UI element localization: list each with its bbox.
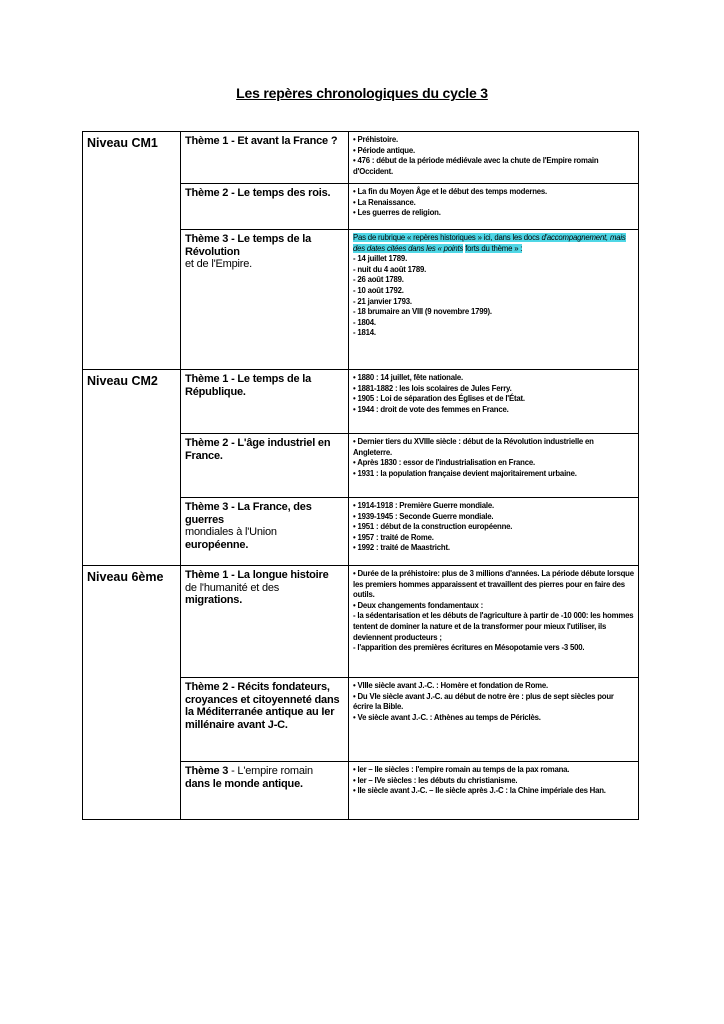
items-cell: • La fin du Moyen Âge et le début des temps modernes. • La Renaissance. • Les guerres de religion. <box>349 184 639 230</box>
table-row <box>83 370 639 434</box>
items-cell: Pas de rubrique « repères historiques » ici, dans les docs d'accompagnement, mais des dates citées dans les « points forts du thème » : - 14 juillet 1789. - nuit du 4 août 1789. - 26 août 1789. - 10 août 1792. - 21 janvier 1793. - 18 brumaire an VIII (9 novembre 1799). - 1804. - 1814. <box>349 230 639 370</box>
theme-cell: Thème 2 - Le temps des rois. <box>181 184 349 230</box>
theme-cell: Thème 1 - Et avant la France ? <box>181 132 349 184</box>
level-6eme: Niveau 6ème <box>83 566 181 820</box>
chronology-table <box>82 131 639 820</box>
items-cell: • Ier – IIe siècles : l'empire romain au temps de la pax romana. • Ier – IVe siècles : les débuts du christianisme. • IIe siècle avant J.-C. – IIe siècle après J.-C : la Chine impériale des Han. <box>349 762 639 820</box>
items-cell: • Dernier tiers du XVIIIe siècle : début de la Révolution industrielle en Angleterre. • Après 1830 : essor de l'industrialisation en France. • 1931 : la population française devient majoritairement urbaine. <box>349 434 639 498</box>
theme-cell: Thème 3 - L'empire romain dans le monde antique. <box>181 762 349 820</box>
theme-cell: Thème 2 - Récits fondateurs, croyances et citoyenneté dans la Méditerranée antique au Ier millénaire avant J-C. <box>181 678 349 762</box>
items-cell: • Durée de la préhistoire: plus de 3 millions d'années. La période débute lorsque les premiers hommes apparaissent et travaillent des pierres pour en faire des outils. • Deux changements fondamentaux : - la sédentarisation et les débuts de l'agriculture à partir de -10 000: les hommes tentent de dominer la nature et de la transformer pour mieux l'utiliser, ils deviennent producteurs ; - l'apparition des premières écritures en Mésopotamie vers -3 500. <box>349 566 639 678</box>
items-cell: • 1914-1918 : Première Guerre mondiale. • 1939-1945 : Seconde Guerre mondiale. • 1951 : début de la construction européenne. • 1957 : traité de Rome. • 1992 : traité de Maastricht. <box>349 498 639 566</box>
items-cell: • 1880 : 14 juillet, fête nationale. • 1881-1882 : les lois scolaires de Jules Ferry. • 1905 : Loi de séparation des Églises et de l'État. • 1944 : droit de vote des femmes en France. <box>349 370 639 434</box>
items-cell: • VIIIe siècle avant J.-C. : Homère et fondation de Rome. • Du VIe siècle avant J.-C. au début de notre ère : plus de sept siècles pour écrire la Bible. • Ve siècle avant J.-C. : Athènes au temps de Périclès. <box>349 678 639 762</box>
highlighted-note: Pas de rubrique « repères historiques » ici, dans les docs d'accompagnement, mais des dates citées dans les « points forts du thème » : <box>353 233 626 253</box>
theme-cell: Thème 3 - La France, des guerres mondiales à l'Union européenne. <box>181 498 349 566</box>
items-cell: • Préhistoire. • Période antique. • 476 : début de la période médiévale avec la chute de l'Empire romain d'Occident. <box>349 132 639 184</box>
theme-cell: Thème 1 - Le temps de la République. <box>181 370 349 434</box>
theme-cell: Thème 2 - L'âge industriel en France. <box>181 434 349 498</box>
level-cm2: Niveau CM2 <box>83 370 181 566</box>
page-title: Les repères chronologiques du cycle 3 <box>236 85 488 101</box>
theme-cell: Thème 1 - La longue histoire de l'humanité et des migrations. <box>181 566 349 678</box>
level-cm1: Niveau CM1 <box>83 132 181 370</box>
theme-cell: Thème 3 - Le temps de la Révolution et de l'Empire. <box>181 230 349 370</box>
table-row <box>83 132 639 184</box>
table-row <box>83 566 639 678</box>
